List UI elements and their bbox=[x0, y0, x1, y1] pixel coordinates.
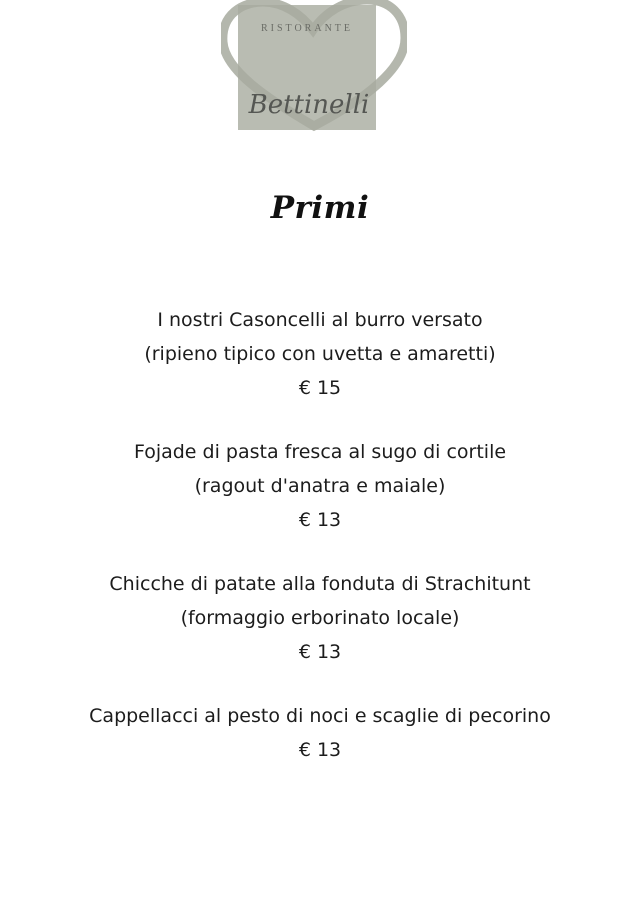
dish-description: (formaggio erborinato locale) bbox=[180, 607, 460, 629]
dish-price: € 13 bbox=[298, 641, 342, 663]
menu-item bbox=[0, 303, 640, 405]
dish-name: I nostri Casoncelli al burro versato bbox=[157, 309, 483, 331]
section-title: Primi bbox=[270, 190, 370, 226]
menu-list bbox=[0, 303, 640, 797]
logo-graphic bbox=[221, 0, 407, 132]
menu-item bbox=[0, 699, 640, 767]
dish-price: € 15 bbox=[298, 377, 342, 399]
menu-item bbox=[0, 435, 640, 537]
dish-price: € 13 bbox=[298, 509, 342, 531]
dish-name: Cappellacci al pesto di noci e scaglie di pecorino bbox=[89, 705, 551, 727]
dish-description: (ripieno tipico con uvetta e amaretti) bbox=[144, 343, 496, 365]
restaurant-logo bbox=[221, 0, 407, 132]
dish-price: € 13 bbox=[298, 739, 342, 761]
dish-description: (ragout d'anatra e maiale) bbox=[194, 475, 446, 497]
menu-item bbox=[0, 567, 640, 669]
logo-name: Bettinelli bbox=[248, 90, 370, 120]
dish-name: Fojade di pasta fresca al sugo di cortile bbox=[133, 441, 507, 463]
dish-name: Chicche di patate alla fonduta di Strachitunt bbox=[109, 573, 531, 595]
logo-top-text: RISTORANTE bbox=[260, 23, 354, 34]
